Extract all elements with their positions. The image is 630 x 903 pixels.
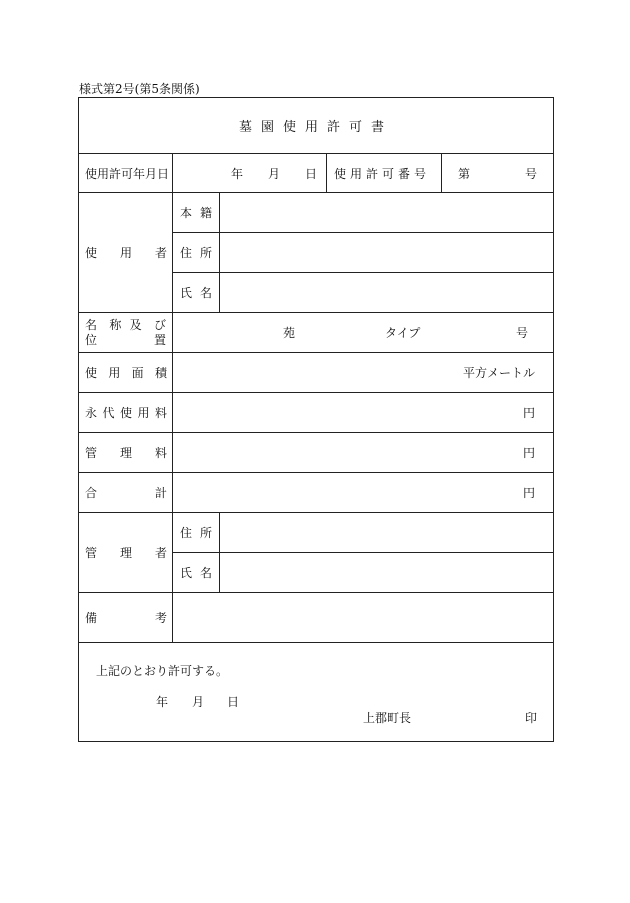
manager-address-label: 住 所: [173, 513, 220, 553]
permit-number-label: 使用許可番号: [327, 154, 442, 193]
manager-name-label: 氏 名: [173, 553, 220, 593]
area-unit: 平方メートル: [463, 366, 536, 380]
form-caption: 様式第2号(第5条関係): [79, 82, 200, 96]
seal-mark: 印: [525, 711, 538, 725]
form-title: 墓園使用許可書: [79, 98, 554, 154]
approval-statement: 上記のとおり許可する。: [96, 664, 229, 678]
issuer-title: 上郡町長: [363, 711, 412, 725]
day-unit: 日: [305, 166, 318, 181]
area-label: 使 用 面 積: [79, 353, 173, 393]
eidai-fee-field[interactable]: [173, 393, 554, 433]
en-unit: 苑: [283, 326, 296, 340]
area-field[interactable]: [173, 353, 554, 393]
manager-address-field[interactable]: [220, 513, 554, 553]
user-address-field[interactable]: [220, 233, 554, 273]
permit-date-field[interactable]: [173, 154, 327, 193]
honseki-field[interactable]: [220, 193, 554, 233]
user-address-label: 住 所: [173, 233, 220, 273]
number-prefix: 第: [458, 166, 471, 181]
go-unit: 号: [516, 326, 529, 340]
eidai-fee-label: 永 代 使 用 料: [79, 393, 173, 433]
footer-day-unit: 日: [227, 695, 240, 709]
honseki-label: 本 籍: [173, 193, 220, 233]
type-unit: タイプ: [385, 326, 421, 340]
remarks-label: 備 考: [79, 593, 173, 643]
approval-section: [79, 643, 554, 742]
year-unit: 年: [231, 166, 244, 181]
permit-number-field[interactable]: [442, 154, 554, 193]
location-field[interactable]: [173, 313, 554, 353]
footer-month-unit: 月: [192, 695, 205, 709]
footer-year-unit: 年: [156, 695, 169, 709]
number-suffix: 号: [525, 166, 538, 181]
manager-name-field[interactable]: [220, 553, 554, 593]
manager-label: 管 理 者: [79, 513, 173, 593]
yen-unit: 円: [523, 406, 536, 420]
permit-date-label: 使用許可年月日: [79, 154, 173, 193]
total-label: 合 計: [79, 473, 173, 513]
user-name-field[interactable]: [220, 273, 554, 313]
yen-unit: 円: [523, 486, 536, 500]
month-unit: 月: [268, 166, 281, 181]
remarks-field[interactable]: [173, 593, 554, 643]
yen-unit: 円: [523, 446, 536, 460]
user-label: 使 用 者: [79, 193, 173, 313]
permit-form-table: [78, 97, 554, 742]
location-label: 名 称 及 び 位 置: [79, 313, 173, 353]
total-field[interactable]: [173, 473, 554, 513]
user-name-label: 氏 名: [173, 273, 220, 313]
management-fee-field[interactable]: [173, 433, 554, 473]
management-fee-label: 管 理 料: [79, 433, 173, 473]
